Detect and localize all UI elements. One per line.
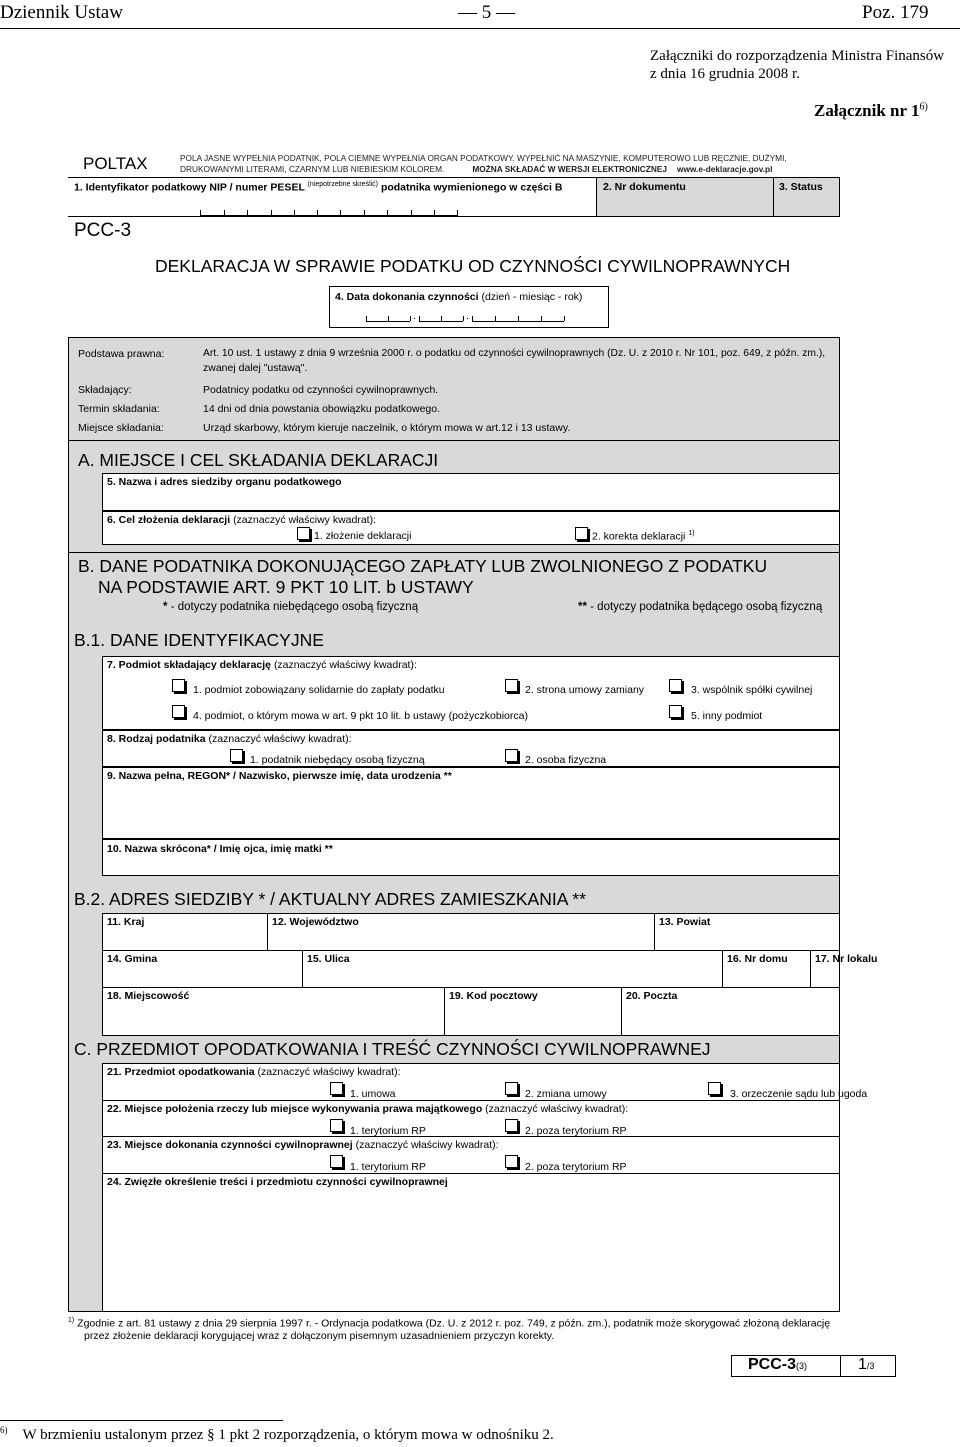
checkbox-location-poland[interactable] [330,1119,343,1132]
field24-label: 24. Zwięzłe określenie treści i przedmiotu czynności cywilnoprawnej [107,1176,448,1188]
checkbox-location-abroad[interactable] [505,1119,518,1132]
basis-label: Podstawa prawna: [78,348,165,360]
option-exchange-party: 2. strona umowy zamiany [525,684,645,696]
field5-label: 5. Nazwa i adres siedziby organu podatkowego [107,476,342,488]
header-rule [0,28,960,29]
journal-page-number: — 5 — [458,2,515,23]
field21-label: 21. Przedmiot opodatkowania (zaznaczyć właściwy kwadrat): [107,1066,401,1078]
option-location-abroad: 2. poza terytorium RP [525,1125,627,1137]
footnote-6: $^{6)}$ W brzmieniu ustalonym przez § 1 pkt 2 rozporządzenia, o którym mowa w odnośniku 2. [0,1425,554,1443]
form-code: PCC-3 [74,220,132,241]
option-declaration: 1. złożenie deklaracji [314,530,412,542]
basis-text-2: zwanej dalej "ustawą". [203,362,308,374]
section-b2-title: B.2. ADRES SIEDZIBY * / AKTUALNY ADRES ZAMIESZKANIA ** [74,889,586,909]
city-field[interactable]: 18. Miejscowość [107,990,190,1002]
apartment-number-field[interactable]: 17. Nr lokalu [815,953,878,965]
checkbox-contract[interactable] [330,1082,343,1095]
section-b-title-1: B. DANE PODATNIKA DOKONUJĄCEGO ZAPŁATY LUB ZWOLNIONEGO Z PODATKU [78,556,768,576]
post-office-field[interactable]: 20. Poczta [626,990,678,1002]
checkbox-borrower[interactable] [172,705,185,718]
basis-text: Art. 10 ust. 1 ustawy z dnia 9 września 2000 r. o podatku od czynności cywilnoprawnych (Dz. U. z 2010 r. Nr 101, poz. 649, z późn. zm.), [203,348,826,359]
filer-text: Podatnicy podatku od czynności cywilnoprawnych. [203,384,439,396]
checkbox-correction[interactable] [575,527,588,540]
option-place-abroad: 2. poza terytorium RP [525,1161,627,1173]
voivodeship-field[interactable]: 12. Województwo [272,916,359,928]
street-field[interactable]: 15. Ulica [307,953,350,965]
checkbox-partner[interactable] [669,679,682,692]
county-field[interactable]: 13. Powiat [659,916,711,928]
option-joint-liable: 1. podmiot zobowiązany solidarnie do zapłaty podatku [193,684,445,696]
country-field[interactable]: 11. Kraj [107,916,145,928]
option-contract-change: 2. zmiana umowy [525,1088,607,1100]
option-other-entity: 5. inny podmiot [691,710,763,722]
journal-name: Dziennik Ustaw [0,2,123,23]
option-correction: 2. korekta deklaracji $^{1)}$ [592,530,695,543]
footnote-1-line2: przez złożenie deklaracji korygującej wraz z dołączonym pisemnym uzasadnieniem przyczyn korekty. [84,1330,555,1342]
checkbox-court-ruling[interactable] [708,1082,721,1095]
instructions-line2: DRUKOWANYMI LITERAMI, CZARNYM LUB NIEBIESKIM KOLOREM. MOŻNA SKŁADAĆ W WERSJI ELEKTRONICZNEJ www.e-deklaracje.gov.pl [180,164,773,174]
field10-label: 10. Nazwa skrócona* / Imię ojca, imię matki ** [107,843,333,855]
field6-label: 6. Cel złożenia deklaracji (zaznaczyć właściwy kwadrat): [107,514,377,526]
annex-label: Załącznik nr 1$^{6)}$ [814,101,928,120]
field22-label: 22. Miejsce położenia rzeczy lub miejsce wykonywania prawa majątkowego (zaznaczyć właściwy kwadrat): [107,1103,629,1115]
option-partner: 3. wspólnik spółki cywilnej [691,684,813,696]
field7-label: 7. Podmiot składający deklarację (zaznaczyć właściwy kwadrat): [107,659,417,671]
note-legal-person: * - dotyczy podatnika niebędącego osobą fizyczną [163,601,419,613]
footnote-1: $^{1)}$ Zgodnie z art. 81 ustawy z dnia 29 sierpnia 1997 r. - Ordynacja podatkowa (Dz. U. z 2012 r. poz. 749, z późn. zm.), podatnik może skorygować złożoną deklarację [68,1317,831,1330]
option-legal-entity: 1. podatnik niebędący osobą fizyczną [250,754,425,766]
house-number-field[interactable]: 16. Nr domu [727,953,788,965]
field1-label: 1. Identyfikator podatkowy NIP / numer PESEL $^{(niepotrzebne skreślić)}$ podatnika wymienionego w części B [74,181,563,194]
municipality-field[interactable]: 14. Gmina [107,953,158,965]
form-title: DEKLARACJA W SPRAWIE PODATKU OD CZYNNOŚCI CYWILNOPRAWNYCH [155,256,791,276]
checkbox-joint-liable[interactable] [172,679,185,692]
field3-label: 3. Status [779,181,823,193]
option-borrower: 4. podmiot, o którym mowa w art. 9 pkt 10 lit. b ustawy (pożyczkobiorca) [193,710,528,722]
section-a-title: A. MIEJSCE I CEL SKŁADANIA DEKLARACJI [78,450,439,470]
footer-form-code: PCC-3(3) [748,1356,808,1373]
field23-label: 23. Miejsce dokonania czynności cywilnoprawnej (zaznaczyć właściwy kwadrat): [107,1139,499,1151]
option-court-ruling: 3. orzeczenie sądu lub ugoda [730,1088,868,1100]
field4-label: 4. Data dokonania czynności (dzień - miesiąc - rok) [335,291,583,303]
section-b-title-2: NA PODSTAWIE ART. 9 PKT 10 LIT. b USTAWY [98,577,474,597]
section-c-title: C. PRZEDMIOT OPODATKOWANIA I TREŚĆ CZYNNOŚCI CYWILNOPRAWNEJ [74,1039,711,1059]
field9-label: 9. Nazwa pełna, REGON* / Nazwisko, pierwsze imię, data urodzenia ** [107,770,452,782]
deadline-label: Termin składania: [78,403,160,415]
checkbox-legal-entity[interactable] [230,749,243,762]
checkbox-other-entity[interactable] [669,705,682,718]
instructions-line1: POLA JASNE WYPEŁNIA PODATNIK, POLA CIEMNE WYPEŁNIA ORGAN PODATKOWY. WYPEŁNIĆ NA MASZYNIE, KOMPUTEROWO LUB RĘCZNIE, DUŻYMI, [180,153,787,163]
note-natural-person: ** - dotyczy podatnika będącego osobą fizyczną [578,601,823,613]
footnote-rule [0,1420,283,1421]
checkbox-contract-change[interactable] [505,1082,518,1095]
field8-label: 8. Rodzaj podatnika (zaznaczyć właściwy kwadrat): [107,733,352,745]
footer-page-number: 1/3 [858,1356,875,1373]
place-label: Miejsce składania: [78,422,164,434]
journal-position: Poz. 179 [862,2,929,23]
section-b1-title: B.1. DANE IDENTYFIKACYJNE [74,630,324,650]
checkbox-declaration[interactable] [297,527,310,540]
postal-code-field[interactable]: 19. Kod pocztowy [449,990,538,1002]
date-input[interactable]: . . [366,316,566,322]
place-text: Urząd skarbowy, którym kieruje naczelnik, o którym mowa w art.12 i 13 ustawy. [203,422,571,434]
filer-label: Składający: [78,384,132,396]
deadline-text: 14 dni od dnia powstania obowiązku podatkowego. [203,403,441,415]
option-place-poland: 1. terytorium RP [350,1161,426,1173]
field2-label: 2. Nr dokumentu [603,181,686,193]
address-block [102,913,840,1036]
option-location-poland: 1. terytorium RP [350,1125,426,1137]
checkbox-place-abroad[interactable] [505,1155,518,1168]
transaction-description-input[interactable] [104,1192,838,1310]
checkbox-exchange-party[interactable] [505,679,518,692]
nip-input[interactable] [200,210,458,216]
annex-header-line1: Załączniki do rozporządzenia Ministra Finansów [650,48,945,64]
annex-header-line2: z dnia 16 grudnia 2008 r. [650,66,800,82]
checkbox-natural-person[interactable] [505,749,518,762]
poltax-label: POLTAX [83,154,148,173]
checkbox-place-poland[interactable] [330,1155,343,1168]
option-contract: 1. umowa [350,1088,396,1100]
option-natural-person: 2. osoba fizyczna [525,754,607,766]
